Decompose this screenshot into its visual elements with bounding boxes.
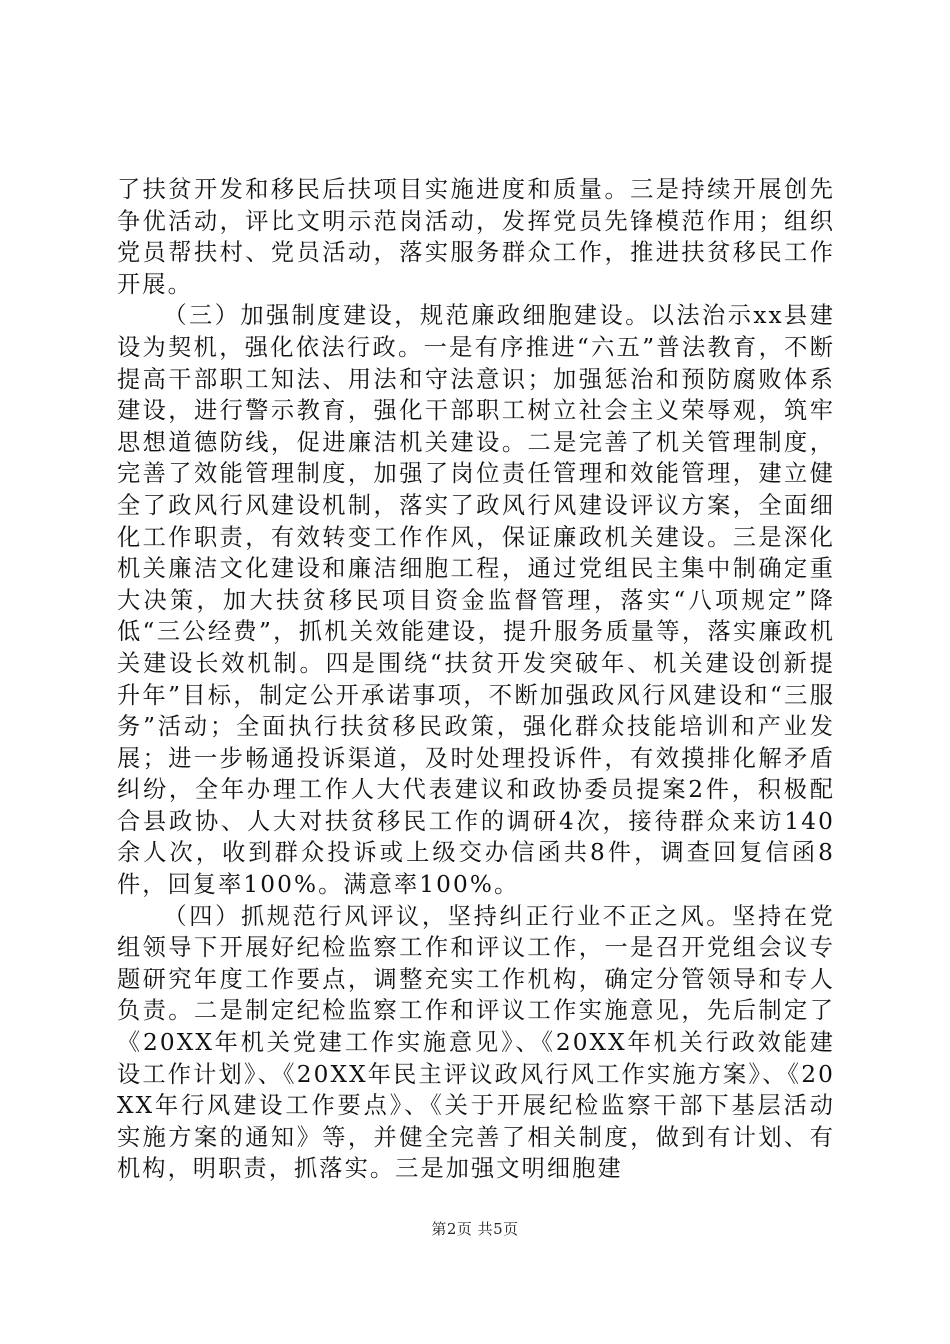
paragraph-2: （三）加强制度建设，规范廉政细胞建设。以法治示xx县建设为契机，强化依法行政。一是有序推进“六五”普法教育，不断提高干部职工知法、用法和守法意识；加强惩治和预防腐败体系建设，进行警示教育，强化干部职工树立社会主义荣辱观，筑牢思想道德防线，促进廉洁机关建设。二是完善了机关管理制度，完善了效能管理制度，加强了岗位责任管理和效能管理，建立健全了政风行风建设机制，落实了政风行风建设评议方案，全面细化工作职责，有效转变工作作风，保证廉政机关建设。三是深化机关廉洁文化建设和廉洁细胞工程，通过党组民主集中制确定重大决策，加大扶贫移民项目资金监督管理，落实“八项规定”降低“三公经费”，抓机关效能建设，提升服务质量等，落实廉政机关建设长效机制。四是围绕“扶贫开发突破年、机关建设创新提升年”目标，制定公开承诺事项，不断加强政风行风建设和“三服务”活动；全面执行扶贫移民政策，强化群众技能培训和产业发展；进一步畅通投诉渠道，及时处理投诉件，有效摸排化解矛盾纠纷，全年办理工作人大代表建议和政协委员提案2件，积极配合县政协、人大对扶贫移民工作的调研4次，接待群众来访140余人次，收到群众投诉或上级交办信函共8件，调查回复信函8件，回复率100%。满意率100%。 xyxy=(117,302,835,899)
document-body xyxy=(117,174,835,1185)
page-number-footer: 第2页 共5页 xyxy=(431,1220,519,1238)
paragraph-1: 了扶贫开发和移民后扶项目实施进度和质量。三是持续开展创先争优活动，评比文明示范岗活动，发挥党员先锋模范作用；组织党员帮扶村、党员活动，落实服务群众工作，推进扶贫移民工作开展。 xyxy=(117,176,835,298)
paragraph-3: （四）抓规范行风评议，坚持纠正行业不正之风。坚持在党组领导下开展好纪检监察工作和评议工作，一是召开党组会议专题研究年度工作要点，调整充实工作机构，确定分管领导和专人负责。二是制定纪检监察工作和评议工作实施意见，先后制定了《20XX年机关党建工作实施意见》、《20XX年机关行政效能建设工作计划》、《20XX年民主评议政风行风工作实施方案》、《20XX年行风建设工作要点》、《关于开展纪检监察干部下基层活动实施方案的通知》等，并健全完善了相关制度，做到有计划、有机构，明职责，抓落实。三是加强文明细胞建 xyxy=(117,902,835,1183)
